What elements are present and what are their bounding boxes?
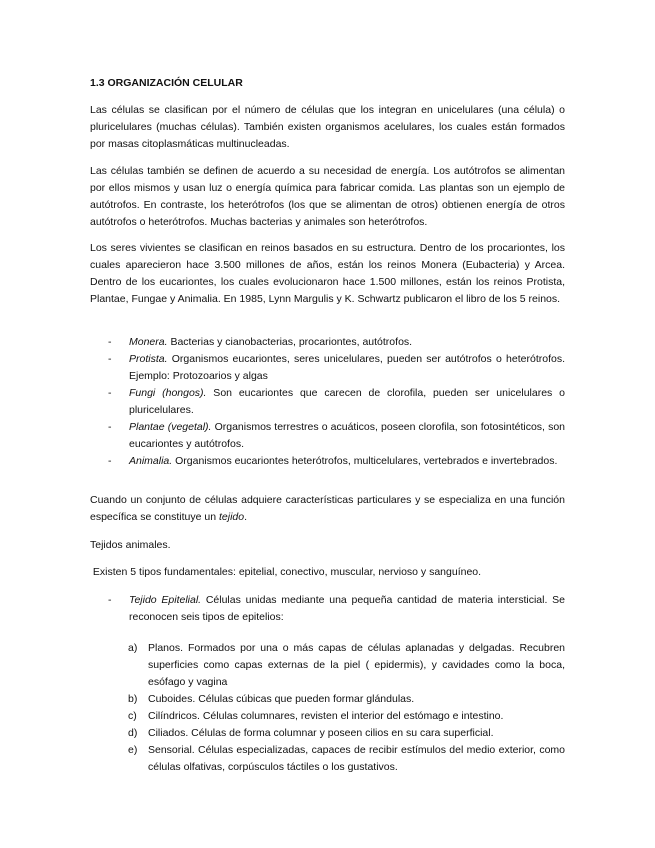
list-item [128,691,565,708]
epithelia-list [128,640,565,776]
list-item [90,351,565,385]
epithelium-description: Ciliados. Células de forma columnar y poseen cilios en su cara superficial. [148,727,494,739]
tissue-type-description: Células unidas mediante una pequeña cantidad de materia intersticial. Se reconocen seis tipos de epitelios: [129,594,565,623]
list-marker: e) [128,744,138,756]
kingdom-term: Protista. [129,353,168,365]
paragraph-animal-tissues: Tejidos animales. [90,539,171,551]
kingdom-description: Organismos eucariontes, seres unicelulares, pueden ser autótrofos o heterótrofos. Ejemplo: Protozoarios y algas [129,353,565,382]
list-item [128,640,565,691]
list-marker: d) [128,727,138,739]
list-marker: a) [128,642,138,654]
list-bullet: - [108,353,112,365]
list-bullet: - [108,594,112,606]
list-item [90,334,565,351]
kingdom-description: Son eucariontes que carecen de clorofila, pueden ser unicelulares o pluricelulares. [129,387,565,416]
paragraph-tissue-definition [90,492,565,526]
kingdom-description: Organismos eucariontes heterótrofos, multicelulares, vertebrados e invertebrados. [172,455,558,467]
list-marker: b) [128,693,138,705]
epithelium-description: Cuboides. Células cúbicas que pueden formar glándulas. [148,693,415,705]
list-item [128,708,565,725]
list-item [90,592,565,626]
epithelium-description: Planos. Formados por una o más capas de células aplanadas y delgadas. Recubren superficies como capas externas de la piel ( epidermis), y cavidades como la boca, esófago y vagina [148,642,565,688]
list-bullet: - [108,387,112,399]
epithelium-description: Sensorial. Células especializadas, capaces de recibir estímulos del medio exterior, como células olfativas, corpúsculos táctiles o los gustativos. [148,744,565,773]
tissue-definition-end: . [244,511,248,523]
tissue-list [90,592,565,626]
kingdom-term: Animalia. [129,455,173,467]
kingdom-list [90,334,565,470]
paragraph-energy: Las células también se definen de acuerdo a su necesidad de energía. Los autótrofos se alimentan por ellos mismos y usan luz o energía química para fabricar comida. Las plantas son un ejemplo de autótrofos. En contraste, los heterótrofos (los que se alimentan de otros) obtienen energía de otros autótrofos o heterótrofos. Muchas bacterias y animales son heterótrofos. [90,165,565,228]
list-item [90,419,565,453]
epithelium-description: Cilíndricos. Células columnares, revisten el interior del estómago e intestino. [148,710,504,722]
list-marker: c) [128,710,137,722]
list-bullet: - [108,336,112,348]
kingdom-description: Organismos terrestres o acuáticos, poseen clorofila, son fotosintéticos, son eucariontes y autótrofos. [129,421,565,450]
paragraph-cell-classification: Las células se clasifican por el número de células que los integran en unicelulares (una célula) o pluricelulares (muchas células). También existen organismos acelulares, los cuales están formados por masas citoplasmáticas multinucleadas. [90,104,565,150]
list-bullet: - [108,421,112,433]
list-item [128,742,565,776]
tissue-term: tejido [219,511,245,523]
list-bullet: - [108,455,112,467]
list-item [90,385,565,419]
kingdom-term: Monera. [129,336,168,348]
paragraph-kingdoms: Los seres vivientes se clasifican en reinos basados en su estructura. Dentro de los procariontes, los cuales aparecieron hace 3.500 millones de años, están los reinos Monera (Eubacteria) y Arcea. Dentro de los eucariontes, los cuales evolucionaron hace 1.500 millones, están los reinos Protista, Plantae, Fungae y Animalia. En 1985, Lynn Margulis y K. Schwartz publicaron el libro de los 5 reinos. [90,242,565,305]
tissue-type-term: Tejido Epitelial. [129,594,202,606]
paragraph-tissue-types: Existen 5 tipos fundamentales: epitelial, conectivo, muscular, nervioso y sanguíneo. [90,566,482,578]
section-heading: 1.3 ORGANIZACIÓN CELULAR [90,77,243,89]
list-item [128,725,565,742]
list-item [90,453,565,470]
kingdom-description: Bacterias y cianobacterias, procariontes, autótrofos. [167,336,413,348]
kingdom-term: Plantae (vegetal). [129,421,212,433]
tissue-definition-text: Cuando un conjunto de células adquiere características particulares y se especializa en una función específica se constituye un [90,494,565,523]
kingdom-term: Fungi (hongos). [129,387,207,399]
